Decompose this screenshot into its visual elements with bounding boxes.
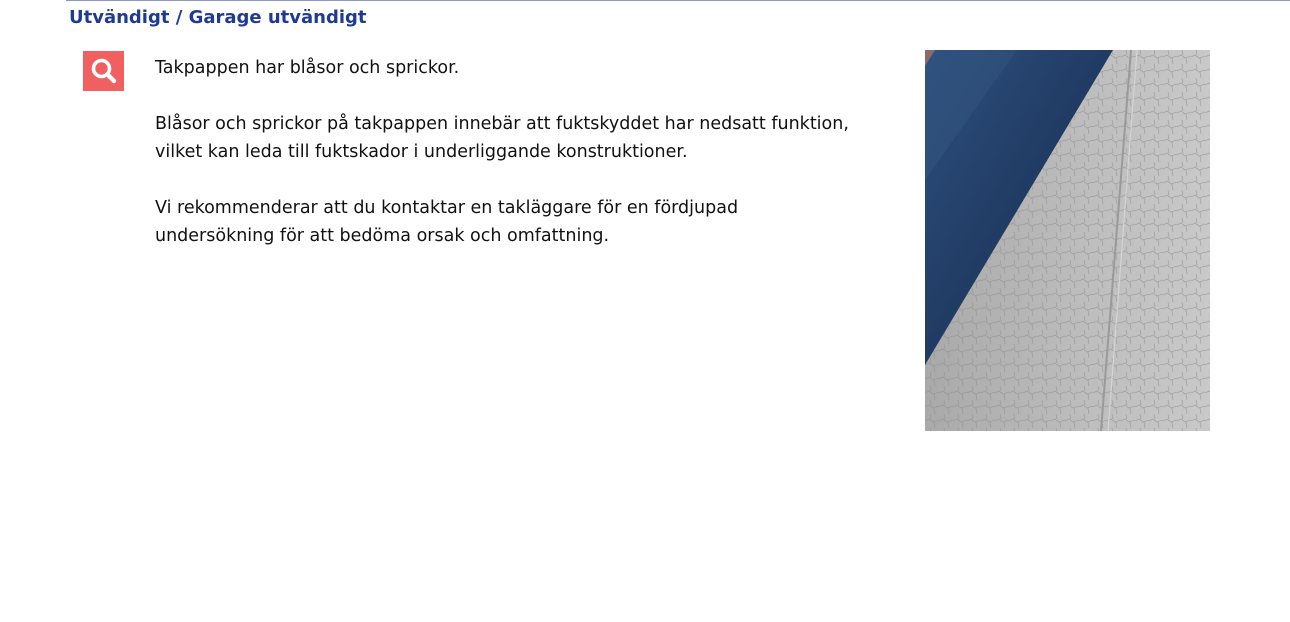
roof-photo xyxy=(925,50,1210,431)
finding-recommendation: Vi rekommenderar att du kontaktar en takläggare för en fördjupad undersökning för att bedöma orsak och omfattning. xyxy=(155,198,739,246)
finding-description: Blåsor och sprickor på takpappen innebär att fuktskyddet har nedsatt funktion, vilket kan leda till fuktskador i underliggande konstruktioner. xyxy=(155,114,849,162)
finding-text xyxy=(155,54,855,278)
top-divider xyxy=(66,0,1290,1)
finding-summary: Takpappen har blåsor och sprickor. xyxy=(155,58,460,78)
section-heading: Utvändigt / Garage utvändigt xyxy=(69,7,367,28)
search-icon xyxy=(83,51,124,91)
